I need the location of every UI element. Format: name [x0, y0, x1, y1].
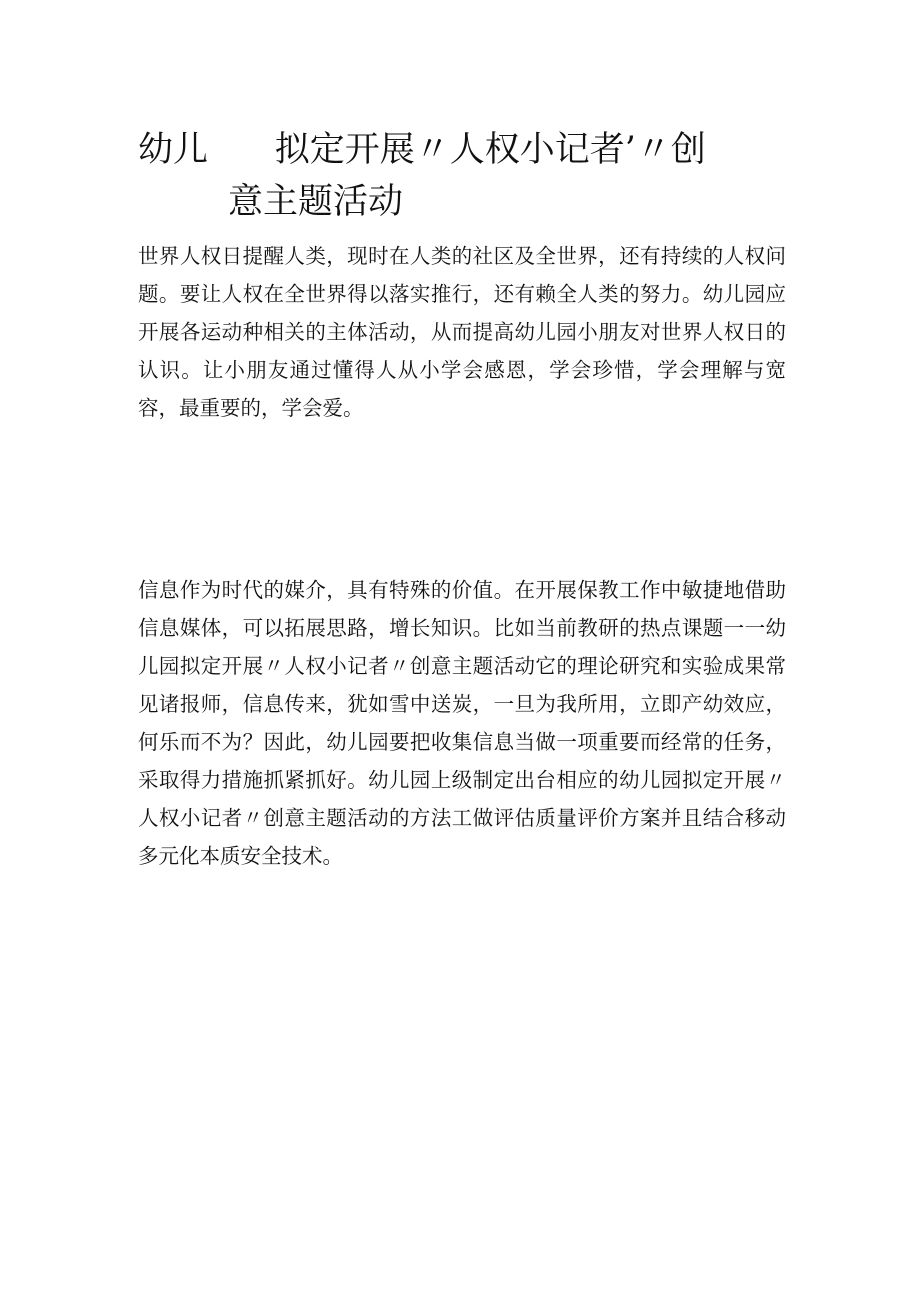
paragraph-information-media: 信息作为时代的媒介，具有特殊的价值。在开展保教工作中敏捷地借助信息媒体，可以拓展思路，增长知识。比如当前教研的热点课题一一幼儿园拟定开展〃人权小记者〃创意主题活动它的理论研究和实验成果常见诸报师，信息传来，犹如雪中送炭，一旦为我所用，立即产幼效应，何乐而不为？因此，幼儿园要把收集信息当做一项重要而经常的任务，采取得力措施抓紧抓好。幼儿园上级制定出台相应的幼儿园拟定开展〃人权小记者〃创意主题活动的方法工做评估质量评价方案并且结合移动多元化本质安全技术。 [138, 578, 786, 868]
document-title-line-2: 意主题活动 [228, 182, 404, 222]
paragraph-human-rights-day: 世界人权日提醒人类，现时在人类的社区及全世界，还有持续的人权问题。要让人权在全世界得以落实推行，还有赖全人类的努力。幼儿园应开展各运动种相关的主体活动，从而提高幼儿园小朋友对世界人权日的认识。让小朋友通过懂得人从小学会感恩，学会珍惜，学会理解与宽容，最重要的，学会爱。 [138, 244, 786, 420]
document-title-line-1: 幼儿 拟定开展〃人权小记者’〃创 [138, 130, 706, 170]
